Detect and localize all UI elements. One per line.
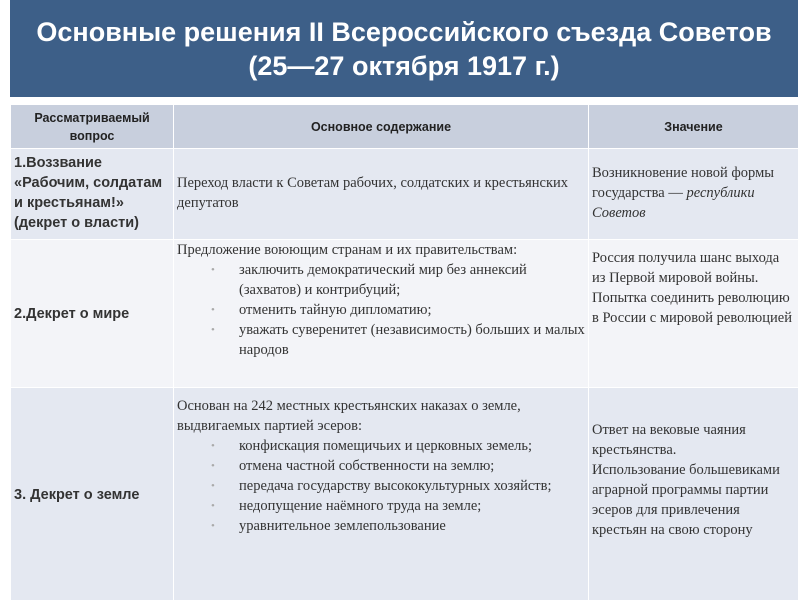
bullet-dot-icon: •	[211, 440, 215, 452]
meaning-paragraph-2: Попытка соединить революцию в России с мировой революцией	[592, 290, 792, 326]
list-item	[177, 436, 585, 456]
list-item-text: передача государству высококультурных хозяйств;	[239, 478, 552, 494]
title-line-1: Основные решения II Всероссийского съезда Советов	[36, 16, 772, 47]
question-cell	[11, 149, 174, 240]
list-item-text: недопущение наёмного труда на земле;	[239, 498, 482, 514]
list-item	[177, 476, 585, 496]
meaning-text: Возникновение новой формы государства —	[592, 165, 774, 201]
content-bullet-list	[177, 436, 585, 536]
question-line: 1.Воззвание	[14, 155, 102, 171]
question-line: «Рабочим, солдатам	[14, 175, 163, 191]
list-item-text: конфискация помещичьих и церковных земель;	[239, 438, 533, 454]
list-item-text: отмена частной собственности на землю;	[239, 458, 495, 474]
header-question: Рассматриваемый вопрос	[11, 105, 174, 149]
header-content: Основное содержание	[174, 105, 589, 149]
meaning-paragraph-2: Использование большевиками аграрной программы партии эсеров для привлечения крестьян на свою сторону	[592, 462, 780, 538]
bullet-dot-icon: •	[211, 304, 215, 316]
table-header-row	[11, 105, 799, 149]
meaning-cell	[589, 149, 799, 240]
content-cell	[174, 388, 589, 600]
content-cell	[174, 240, 589, 388]
list-item-text: отменить тайную дипломатию;	[239, 302, 432, 318]
content-text: Переход власти к Советам рабочих, солдатских и крестьянских депутатов	[177, 175, 569, 211]
content-intro: Основан на 242 местных крестьянских наказах о земле, выдвигаемых партией эсеров:	[177, 398, 521, 434]
title-bar	[10, 0, 798, 97]
question-line: (декрет о власти)	[14, 215, 140, 231]
decisions-table	[10, 104, 799, 600]
meaning-italic: республики Советов	[592, 185, 755, 221]
table-row	[11, 149, 799, 240]
bullet-dot-icon: •	[211, 500, 215, 512]
list-item-text: уважать суверенитет (независимость) больших и малых народов	[239, 322, 585, 358]
list-item	[177, 456, 585, 476]
bullet-dot-icon: •	[211, 460, 215, 472]
list-item	[177, 260, 585, 300]
list-item	[177, 496, 585, 516]
meaning-paragraph-1: Россия получила шанс выхода из Первой мировой войны.	[592, 250, 780, 286]
list-item-text: уравнительное землепользование	[239, 518, 446, 534]
bullet-dot-icon: •	[211, 480, 215, 492]
question-cell: 2.Декрет о мире	[11, 240, 174, 388]
content-cell	[174, 149, 589, 240]
list-item	[177, 320, 585, 360]
list-item	[177, 516, 585, 536]
question-cell: 3. Декрет о земле	[11, 388, 174, 600]
list-item	[177, 300, 585, 320]
header-meaning: Значение	[589, 105, 799, 149]
table-row	[11, 240, 799, 388]
list-item-text: заключить демократический мир без аннексий (захватов) и контрибуций;	[239, 262, 527, 298]
table-row	[11, 388, 799, 600]
bullet-dot-icon: •	[211, 520, 215, 532]
bullet-dot-icon: •	[211, 264, 215, 276]
question-line: и крестьянам!»	[14, 195, 124, 211]
meaning-cell	[589, 388, 799, 600]
content-intro: Предложение воюющим странам и их правительствам:	[177, 242, 518, 258]
meaning-cell	[589, 240, 799, 388]
meaning-paragraph-1: Ответ на вековые чаяния крестьянства.	[592, 422, 746, 458]
bullet-dot-icon: •	[211, 324, 215, 336]
title-line-2: (25—27 октября 1917 г.)	[248, 50, 560, 81]
content-bullet-list	[177, 260, 585, 360]
